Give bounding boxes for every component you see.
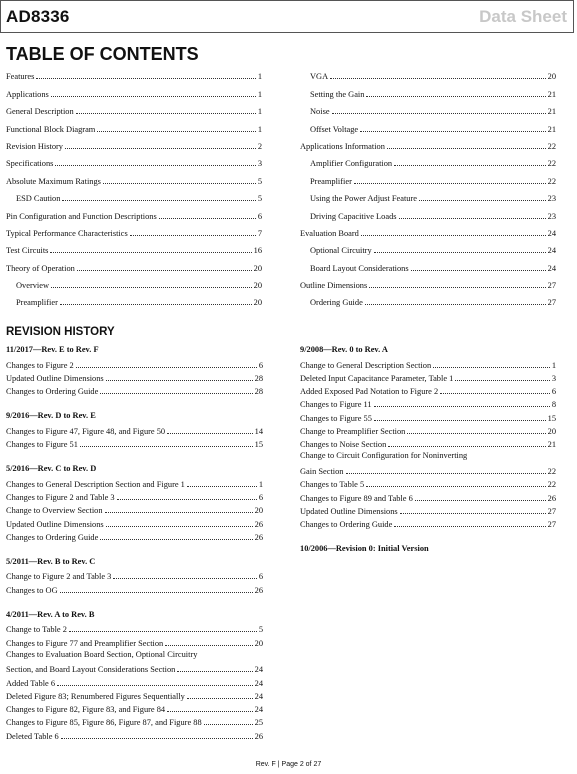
toc-entry-title: Preamplifier [16, 298, 58, 308]
revision-change-text: Updated Outline Dimensions [300, 506, 398, 516]
revision-group [6, 462, 263, 542]
revision-change [6, 568, 263, 581]
leader-dots [387, 148, 546, 149]
revision-change-page: 21 [547, 440, 556, 450]
leader-dots [65, 148, 256, 149]
revision-change-page: 20 [254, 638, 263, 648]
toc-entry-page: 21 [547, 89, 556, 99]
revision-change-text: Changes to Figure 82, Figure 83, and Figure 84 [6, 705, 166, 715]
leader-dots [433, 367, 550, 368]
toc-entry-page: 22 [547, 159, 556, 169]
revision-change-text: Changes to Table 5 [300, 480, 365, 490]
toc-entry[interactable] [6, 238, 262, 255]
toc-entry-title: Optional Circuitry [310, 246, 372, 256]
revision-change-text: Updated Outline Dimensions [6, 373, 104, 383]
leader-dots [374, 406, 550, 407]
leader-dots [77, 270, 252, 271]
toc-entry-page: 5 [257, 176, 262, 186]
toc-entry[interactable] [300, 255, 556, 272]
toc-entry[interactable] [300, 134, 556, 151]
revision-change [6, 436, 263, 449]
leader-dots [100, 393, 252, 394]
toc-entry-title: Revision History [6, 141, 63, 151]
revision-change-text: Changes to Figure 85, Figure 86, Figure 87, and Figure 88 [6, 718, 202, 728]
revision-change [300, 489, 556, 502]
toc-entry-page: 20 [253, 263, 262, 273]
revision-change-page: 6 [258, 360, 263, 370]
revision-change-text: Change to Overview Section [6, 506, 103, 516]
revision-change [300, 463, 556, 476]
revision-change-text: Changes to Figure 51 [6, 440, 78, 450]
leader-dots [411, 270, 546, 271]
leader-dots [419, 200, 546, 201]
toc-entry-page: 22 [547, 176, 556, 186]
leader-dots [369, 287, 545, 288]
revision-change-text: Change to Preamplifier Section [300, 427, 406, 437]
leader-dots [374, 252, 546, 253]
leader-dots [346, 473, 546, 474]
leader-dots [50, 252, 251, 253]
revision-group [6, 343, 263, 396]
revision-change [6, 701, 263, 714]
revision-change [6, 634, 263, 647]
toc-entry-title: Typical Performance Characteristics [6, 228, 128, 238]
revision-change [6, 661, 263, 674]
toc-entry[interactable] [300, 290, 556, 307]
leader-dots [366, 96, 545, 97]
revision-change [6, 688, 263, 701]
revision-change-text: Gain Section [300, 466, 344, 476]
toc-entry[interactable] [300, 273, 556, 290]
revision-change-page: 15 [547, 413, 556, 423]
revision-change-text: Deleted Table 6 [6, 731, 59, 741]
revision-change-text: Section, and Board Layout Considerations Section [6, 665, 176, 675]
page-footer: Rev. F | Page 2 of 27 [255, 761, 322, 768]
leader-dots [394, 165, 546, 166]
revision-heading: 10/2006—Revision 0: Initial Version [300, 544, 429, 554]
toc-entry-title: ESD Caution [16, 194, 61, 204]
leader-dots [55, 165, 255, 166]
leader-dots [36, 78, 255, 79]
revision-change-page: 26 [547, 493, 556, 503]
toc-entry[interactable] [6, 99, 262, 116]
revision-change [6, 489, 263, 502]
revision-change [6, 727, 263, 740]
leader-dots [105, 512, 253, 513]
toc-entry-title: Applications [6, 89, 49, 99]
revision-change [6, 502, 263, 515]
leader-dots [97, 131, 255, 132]
leader-dots [394, 526, 545, 527]
toc-entry-page: 24 [547, 263, 556, 273]
revision-change-text: Changes to Ordering Guide [6, 387, 99, 397]
leader-dots [165, 645, 252, 646]
toc-entry-title: Functional Block Diagram [6, 124, 96, 134]
toc-entry-title: Specifications [6, 159, 54, 169]
toc-entry-title: Offset Voltage [310, 124, 359, 134]
toc-entry[interactable] [6, 168, 262, 185]
toc-entry-page: 5 [257, 194, 262, 204]
toc-entry-page: 24 [547, 246, 556, 256]
revision-change-page: 24 [254, 705, 263, 715]
toc-entry-page: 27 [547, 281, 556, 291]
revision-change-text: Updated Outline Dimensions [6, 519, 104, 529]
revision-group [300, 343, 556, 529]
toc-entry-page: 16 [253, 246, 262, 256]
leader-dots [60, 304, 252, 305]
leader-dots [366, 486, 545, 487]
toc-entry-title: Overview [16, 281, 50, 291]
revision-change-page: 26 [254, 532, 263, 542]
leader-dots [167, 433, 253, 434]
toc-entry[interactable] [300, 99, 556, 116]
toc-entry-title: General Description [6, 107, 74, 117]
toc-entry[interactable] [300, 64, 556, 81]
toc-entry-title: Applications Information [300, 141, 385, 151]
toc-entry-title: Theory of Operation [6, 263, 75, 273]
revision-change-page: 1 [258, 479, 263, 489]
revision-change-page: 3 [551, 373, 556, 383]
revision-change-text: Changes to Noise Section [300, 440, 387, 450]
revision-change-text: Changes to General Description Section and Figure 1 [6, 479, 185, 489]
revision-change-page: 25 [254, 718, 263, 728]
revision-heading: 5/2016—Rev. C to Rev. D [6, 464, 97, 474]
revision-change-page: 22 [547, 466, 556, 476]
leader-dots [69, 631, 257, 632]
revision-change-text: Changes to Figure 2 and Table 3 [6, 492, 115, 502]
revision-group [6, 555, 263, 595]
leader-dots [455, 380, 549, 381]
toc-right-column [300, 64, 556, 307]
toc-entry[interactable] [6, 290, 262, 307]
revision-right-column [300, 343, 556, 568]
toc-entry-title: Noise [310, 107, 330, 117]
toc-entry-title: VGA [310, 72, 329, 82]
revision-change-text: Changes to Figure 2 [6, 360, 74, 370]
revision-change-text: Change to Table 2 [6, 625, 67, 635]
revision-change-text: Deleted Input Capacitance Parameter, Table 1 [300, 373, 454, 383]
revision-change-page: 20 [547, 427, 556, 437]
toc-entry-title: Evaluation Board [300, 228, 359, 238]
revision-change-page: 22 [547, 480, 556, 490]
revision-change [6, 383, 263, 396]
revision-change: Change to Circuit Configuration for Noninverting [300, 451, 468, 461]
revision-change-page: 15 [254, 440, 263, 450]
revision-change [6, 529, 263, 542]
toc-entry-page: 1 [257, 89, 262, 99]
revision-change [300, 370, 556, 383]
revision-change-page: 5 [258, 625, 263, 635]
toc-entry[interactable] [6, 255, 262, 272]
revision-group [300, 542, 556, 555]
toc-entry-title: Setting the Gain [310, 89, 365, 99]
leader-dots [407, 433, 545, 434]
toc-entry-page: 27 [547, 298, 556, 308]
revision-change-page: 6 [258, 572, 263, 582]
revision-change-text: Changes to Figure 55 [300, 413, 372, 423]
leader-dots [388, 446, 545, 447]
leader-dots [374, 420, 546, 421]
leader-dots [399, 218, 546, 219]
revision-change-page: 6 [258, 492, 263, 502]
toc-entry-title: Amplifier Configuration [310, 159, 393, 169]
revision-heading: 11/2017—Rev. E to Rev. F [6, 345, 99, 354]
leader-dots [360, 131, 545, 132]
toc-entry-page: 23 [547, 211, 556, 221]
leader-dots [361, 235, 546, 236]
toc-entry[interactable] [300, 238, 556, 255]
toc-entry[interactable] [6, 203, 262, 220]
toc-entry-page: 1 [257, 72, 262, 82]
revision-heading: 9/2016—Rev. D to Rev. E [6, 411, 96, 421]
revision-heading: 5/2011—Rev. B to Rev. C [6, 556, 96, 566]
revision-change-page: 24 [254, 665, 263, 675]
revision-change [300, 516, 556, 529]
leader-dots [60, 592, 253, 593]
toc-entry[interactable] [6, 186, 262, 203]
revision-heading: 4/2011—Rev. A to Rev. B [6, 609, 95, 619]
revision-group [6, 409, 263, 449]
leader-dots [204, 724, 253, 725]
leader-dots [62, 200, 255, 201]
revision-change-page: 27 [547, 506, 556, 516]
toc-entry-title: Ordering Guide [310, 298, 363, 308]
toc-entry-title: Driving Capacitive Loads [310, 211, 397, 221]
revision-change-text: Changes to Figure 11 [300, 400, 372, 410]
leader-dots [76, 113, 256, 114]
doc-type-label: Data Sheet [479, 7, 567, 26]
revision-left-column [6, 343, 263, 754]
revision-change-page: 6 [551, 387, 556, 397]
revision-change [6, 475, 263, 488]
revision-heading: 9/2008—Rev. 0 to Rev. A [300, 345, 388, 354]
toc-entry-title: Test Circuits [6, 246, 49, 256]
leader-dots [61, 738, 253, 739]
toc-entry[interactable] [6, 64, 262, 81]
revision-change-text: Changes to Figure 89 and Table 6 [300, 493, 413, 503]
toc-entry-page: 24 [547, 228, 556, 238]
revision-change-text: Changes to Ordering Guide [300, 520, 393, 530]
revision-change-text: Change to General Description Section [300, 360, 432, 370]
leader-dots [440, 393, 550, 394]
part-number: AD8336 [6, 7, 70, 26]
revision-change [300, 503, 556, 516]
leader-dots [106, 526, 253, 527]
toc-entry-title: Using the Power Adjust Feature [310, 194, 418, 204]
leader-dots [354, 183, 546, 184]
toc-entry-page: 1 [257, 124, 262, 134]
leader-dots [365, 304, 546, 305]
leader-dots [159, 218, 256, 219]
toc-entry-page: 3 [257, 159, 262, 169]
toc-entry[interactable] [6, 221, 262, 238]
revision-change [6, 422, 263, 435]
revision-change [6, 621, 263, 634]
revision-change-page: 28 [254, 387, 263, 397]
revision-change-text: Changes to OG [6, 585, 58, 595]
revision-change [6, 356, 263, 369]
leader-dots [80, 446, 253, 447]
leader-dots [117, 499, 257, 500]
toc-entry-title: Preamplifier [310, 176, 352, 186]
revision-change [300, 356, 556, 369]
page-header [0, 0, 574, 33]
toc-entry[interactable] [6, 134, 262, 151]
toc-entry-page: 21 [547, 107, 556, 117]
revision-change-text: Changes to Figure 47, Figure 48, and Figure 50 [6, 426, 166, 436]
toc-entry-page: 2 [257, 141, 262, 151]
revision-change: Changes to Evaluation Board Section, Optional Circuitry [6, 649, 198, 659]
leader-dots [330, 78, 545, 79]
revision-change [6, 581, 263, 594]
revision-group [6, 608, 263, 741]
toc-entry[interactable] [6, 273, 262, 290]
revision-change-page: 1 [551, 360, 556, 370]
revision-change-page: 24 [254, 678, 263, 688]
revision-change-page: 28 [254, 373, 263, 383]
toc-entry-page: 20 [253, 298, 262, 308]
revision-change [300, 423, 556, 436]
leader-dots [103, 183, 256, 184]
revision-change-text: Added Exposed Pad Notation to Figure 2 [300, 387, 439, 397]
toc-entry[interactable] [300, 116, 556, 133]
revision-change [300, 396, 556, 409]
leader-dots [51, 287, 252, 288]
toc-entry-title: Outline Dimensions [300, 281, 368, 291]
leader-dots [400, 513, 546, 514]
toc-entry[interactable] [300, 168, 556, 185]
toc-entry-title: Board Layout Considerations [310, 263, 409, 273]
toc-entry[interactable] [300, 81, 556, 98]
toc-entry-page: 23 [547, 194, 556, 204]
revision-change [6, 714, 263, 727]
revision-change-page: 26 [254, 585, 263, 595]
leader-dots [100, 539, 252, 540]
revision-change-page: 24 [254, 691, 263, 701]
toc-entry[interactable] [300, 203, 556, 220]
leader-dots [167, 711, 253, 712]
toc-entry-page: 20 [253, 281, 262, 291]
toc-entry-page: 20 [547, 72, 556, 82]
toc-entry-page: 22 [547, 141, 556, 151]
toc-title: TABLE OF CONTENTS [6, 44, 199, 64]
revision-change [300, 409, 556, 422]
revision-change [300, 436, 556, 449]
leader-dots [187, 486, 257, 487]
revision-change-page: 20 [254, 506, 263, 516]
toc-entry-page: 1 [257, 107, 262, 117]
revision-change-page: 27 [547, 520, 556, 530]
leader-dots [332, 113, 546, 114]
toc-entry[interactable] [6, 116, 262, 133]
leader-dots [57, 685, 253, 686]
revision-change-text: Added Table 6 [6, 678, 56, 688]
toc-entry-title: Features [6, 72, 35, 82]
leader-dots [415, 500, 546, 501]
toc-entry-page: 6 [257, 211, 262, 221]
leader-dots [76, 367, 257, 368]
revision-change [6, 370, 263, 383]
toc-entry-page: 7 [257, 228, 262, 238]
revision-change-page: 8 [551, 400, 556, 410]
revision-change-page: 26 [254, 731, 263, 741]
leader-dots [51, 96, 256, 97]
leader-dots [130, 235, 256, 236]
revision-history-title: REVISION HISTORY [6, 326, 115, 338]
revision-change [300, 383, 556, 396]
toc-entry[interactable] [300, 186, 556, 203]
toc-entry-page: 21 [547, 124, 556, 134]
revision-change [6, 674, 263, 687]
toc-left-column [6, 64, 262, 307]
toc-entry-title: Absolute Maximum Ratings [6, 176, 101, 186]
revision-change-page: 14 [254, 426, 263, 436]
leader-dots [177, 671, 252, 672]
leader-dots [106, 380, 253, 381]
revision-change [6, 515, 263, 528]
revision-change-text: Changes to Figure 77 and Preamplifier Section [6, 638, 164, 648]
revision-change [300, 476, 556, 489]
leader-dots [187, 698, 253, 699]
toc-entry[interactable] [6, 151, 262, 168]
toc-entry[interactable] [300, 151, 556, 168]
revision-change-page: 26 [254, 519, 263, 529]
revision-change-text: Change to Figure 2 and Table 3 [6, 572, 112, 582]
toc-entry-title: Pin Configuration and Function Descriptions [6, 211, 157, 221]
leader-dots [113, 578, 256, 579]
toc-entry[interactable] [300, 221, 556, 238]
revision-change-text: Deleted Figure 83; Renumbered Figures Sequentially [6, 691, 185, 701]
toc-entry[interactable] [6, 81, 262, 98]
revision-change-text: Changes to Ordering Guide [6, 532, 99, 542]
